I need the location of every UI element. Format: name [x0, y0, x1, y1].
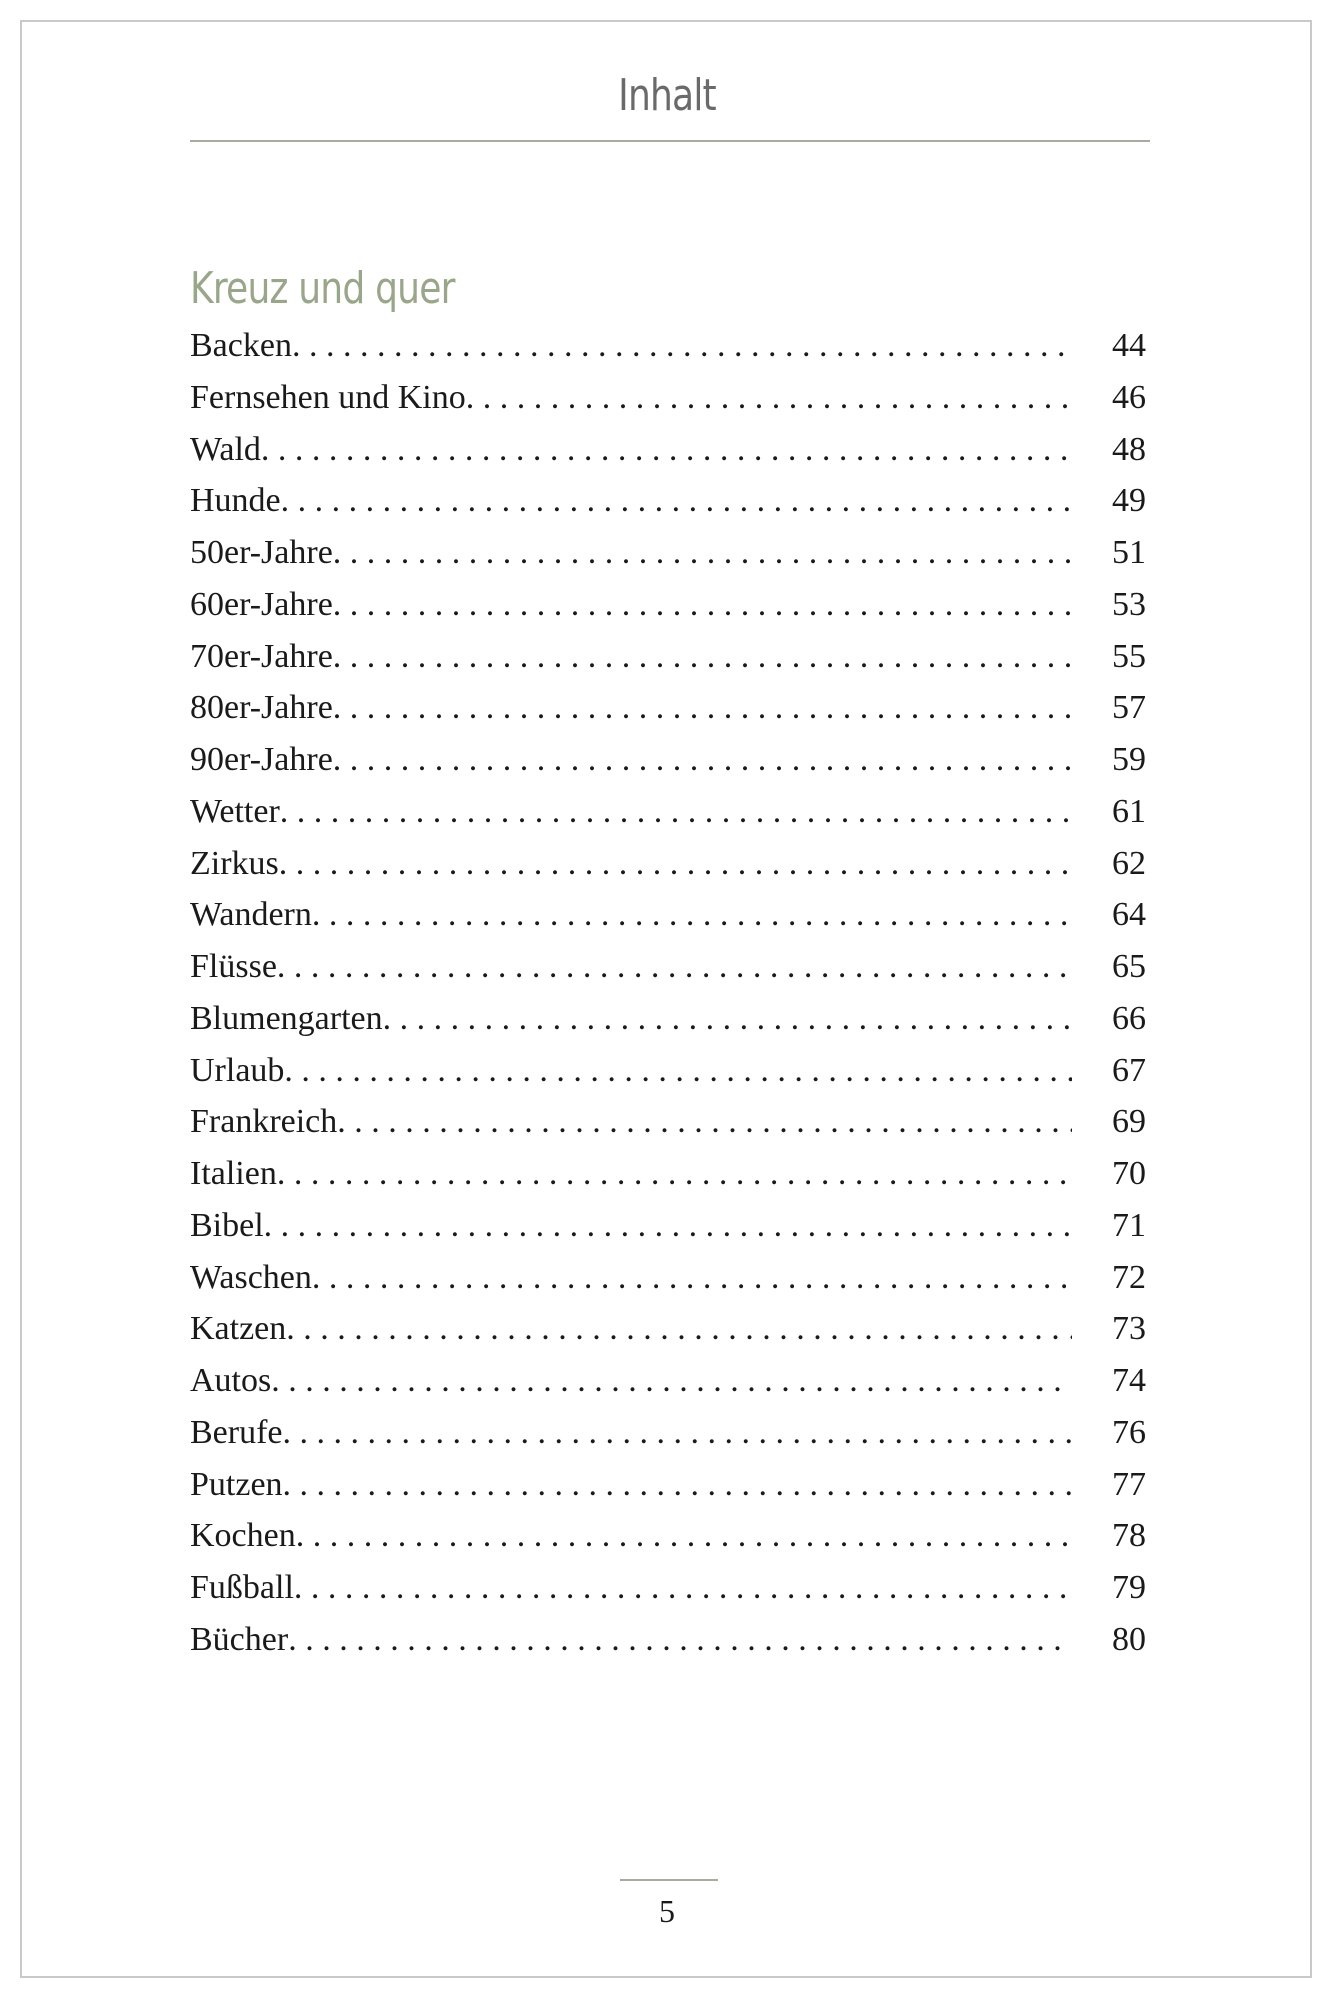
toc-dot-leader — [271, 1362, 1072, 1400]
toc-entry-page: 80 — [1112, 1620, 1146, 1658]
toc-entry-page: 55 — [1112, 637, 1146, 675]
footer-divider — [620, 1879, 718, 1881]
toc-dot-leader — [283, 1466, 1072, 1504]
toc-entry-label: Berufe — [190, 1413, 283, 1451]
toc-dot-leader — [277, 1155, 1072, 1193]
toc-entry[interactable] — [190, 482, 1146, 534]
toc-entry-label: Wandern — [190, 896, 312, 934]
toc-entry[interactable] — [190, 741, 1146, 793]
toc-entry-label: Fußball — [190, 1569, 294, 1606]
toc-entry-label: Wetter — [190, 792, 280, 830]
toc-entry-label: Autos — [190, 1362, 272, 1399]
toc-entry-page: 76 — [1112, 1413, 1146, 1451]
toc-entry-label: Urlaub — [190, 1051, 285, 1089]
toc-entry-page: 70 — [1112, 1155, 1146, 1192]
toc-entry-label: Fernsehen und Kino — [190, 378, 466, 416]
toc-dot-leader — [333, 741, 1072, 779]
toc-entry-page: 53 — [1112, 585, 1146, 623]
toc-entry[interactable] — [190, 948, 1146, 1000]
toc-entry[interactable] — [190, 896, 1146, 948]
toc-entry-page: 44 — [1112, 327, 1146, 364]
toc-entry-page: 59 — [1112, 741, 1146, 778]
toc-entry-page: 57 — [1112, 689, 1146, 727]
toc-entry[interactable] — [190, 1517, 1146, 1569]
toc-dot-leader — [333, 689, 1072, 727]
toc-entry-label: Zirkus — [190, 844, 279, 882]
toc-dot-leader — [383, 1000, 1072, 1038]
toc-entry[interactable] — [190, 327, 1146, 379]
toc-dot-leader — [292, 327, 1072, 365]
page-header-title: Inhalt — [618, 70, 716, 121]
toc-entry-page: 65 — [1112, 948, 1146, 985]
toc-entry-label: 90er-Jahre — [190, 741, 333, 778]
toc-entry[interactable] — [190, 793, 1146, 845]
toc-entry-page: 72 — [1112, 1258, 1146, 1296]
toc-entry-page: 62 — [1112, 844, 1146, 882]
toc-entry-page: 64 — [1112, 896, 1146, 934]
toc-entry-label: Kochen — [190, 1517, 296, 1555]
toc-entry-label: 70er-Jahre — [190, 637, 333, 675]
toc-entry[interactable] — [190, 1000, 1146, 1052]
toc-entry-label: 50er-Jahre — [190, 534, 333, 571]
toc-entry[interactable] — [190, 586, 1146, 638]
toc-entry-label: Wald — [190, 430, 261, 468]
toc-entry-page: 67 — [1112, 1051, 1146, 1089]
toc-dot-leader — [277, 948, 1072, 986]
toc-entry-label: Italien — [190, 1155, 277, 1192]
toc-entry[interactable] — [190, 1621, 1146, 1673]
toc-entry-page: 51 — [1112, 534, 1146, 571]
toc-entry-page: 66 — [1112, 999, 1146, 1037]
toc-dot-leader — [279, 845, 1072, 883]
toc-dot-leader — [333, 638, 1072, 676]
toc-entry-page: 48 — [1112, 430, 1146, 468]
toc-entry[interactable] — [190, 1310, 1146, 1362]
toc-entry-label: Bücher — [190, 1620, 289, 1658]
toc-dot-leader — [288, 1621, 1072, 1659]
toc-entry-label: 60er-Jahre — [190, 585, 333, 623]
toc-entry[interactable] — [190, 1155, 1146, 1207]
toc-entry-label: Frankreich — [190, 1103, 338, 1141]
toc-entry-page: 69 — [1112, 1103, 1146, 1141]
toc-entry[interactable] — [190, 845, 1146, 897]
toc-entry-label: Blumengarten — [190, 999, 383, 1037]
toc-entry-page: 46 — [1112, 378, 1146, 416]
header-divider — [190, 140, 1150, 142]
toc-entry-page: 73 — [1112, 1310, 1146, 1348]
toc-entry[interactable] — [190, 1569, 1146, 1621]
toc-dot-leader — [294, 1569, 1072, 1607]
toc-dot-leader — [333, 586, 1072, 624]
toc-entry[interactable] — [190, 534, 1146, 586]
toc-entry-page: 77 — [1112, 1465, 1146, 1503]
toc-entry-page: 74 — [1112, 1362, 1146, 1399]
toc-entry[interactable] — [190, 1466, 1146, 1518]
toc-dot-leader — [312, 896, 1072, 934]
toc-entry-label: Putzen — [190, 1465, 283, 1503]
section-title: Kreuz und quer — [190, 263, 455, 314]
toc-entry[interactable] — [190, 1414, 1146, 1466]
toc-dot-leader — [280, 793, 1072, 831]
toc-dot-leader — [281, 482, 1072, 520]
toc-entry-label: Bibel — [190, 1206, 264, 1244]
toc-entry[interactable] — [190, 431, 1146, 483]
toc-entry[interactable] — [190, 1259, 1146, 1311]
toc-entry-label: Backen — [190, 327, 292, 364]
toc-entry-label: Hunde — [190, 482, 281, 520]
toc-entry-page: 71 — [1112, 1206, 1146, 1244]
toc-dot-leader — [284, 1052, 1072, 1090]
toc-entry-page: 49 — [1112, 482, 1146, 520]
page-number: 5 — [659, 1893, 675, 1929]
toc-dot-leader — [283, 1414, 1072, 1452]
toc-dot-leader — [264, 1207, 1072, 1245]
toc-dot-leader — [333, 534, 1072, 572]
toc-dot-leader — [261, 431, 1072, 469]
toc-dot-leader — [466, 379, 1072, 417]
toc-dot-leader — [337, 1103, 1072, 1141]
toc-dot-leader — [296, 1517, 1072, 1555]
toc-entry[interactable] — [190, 689, 1146, 741]
toc-entry-label: 80er-Jahre — [190, 689, 333, 727]
toc-entry-page: 61 — [1112, 792, 1146, 830]
toc-entry[interactable] — [190, 379, 1146, 431]
toc-dot-leader — [286, 1310, 1072, 1348]
toc-entry[interactable] — [190, 1362, 1146, 1414]
toc-entry-page: 78 — [1112, 1517, 1146, 1555]
toc-entry[interactable] — [190, 1052, 1146, 1104]
table-of-contents — [190, 327, 1146, 1673]
toc-entry-label: Katzen — [190, 1310, 287, 1348]
toc-entry-label: Flüsse — [190, 948, 277, 985]
toc-dot-leader — [312, 1259, 1072, 1297]
toc-entry[interactable] — [190, 1207, 1146, 1259]
toc-entry-page: 79 — [1112, 1569, 1146, 1606]
toc-entry-label: Waschen — [190, 1258, 312, 1296]
toc-entry[interactable] — [190, 638, 1146, 690]
toc-entry[interactable] — [190, 1103, 1146, 1155]
